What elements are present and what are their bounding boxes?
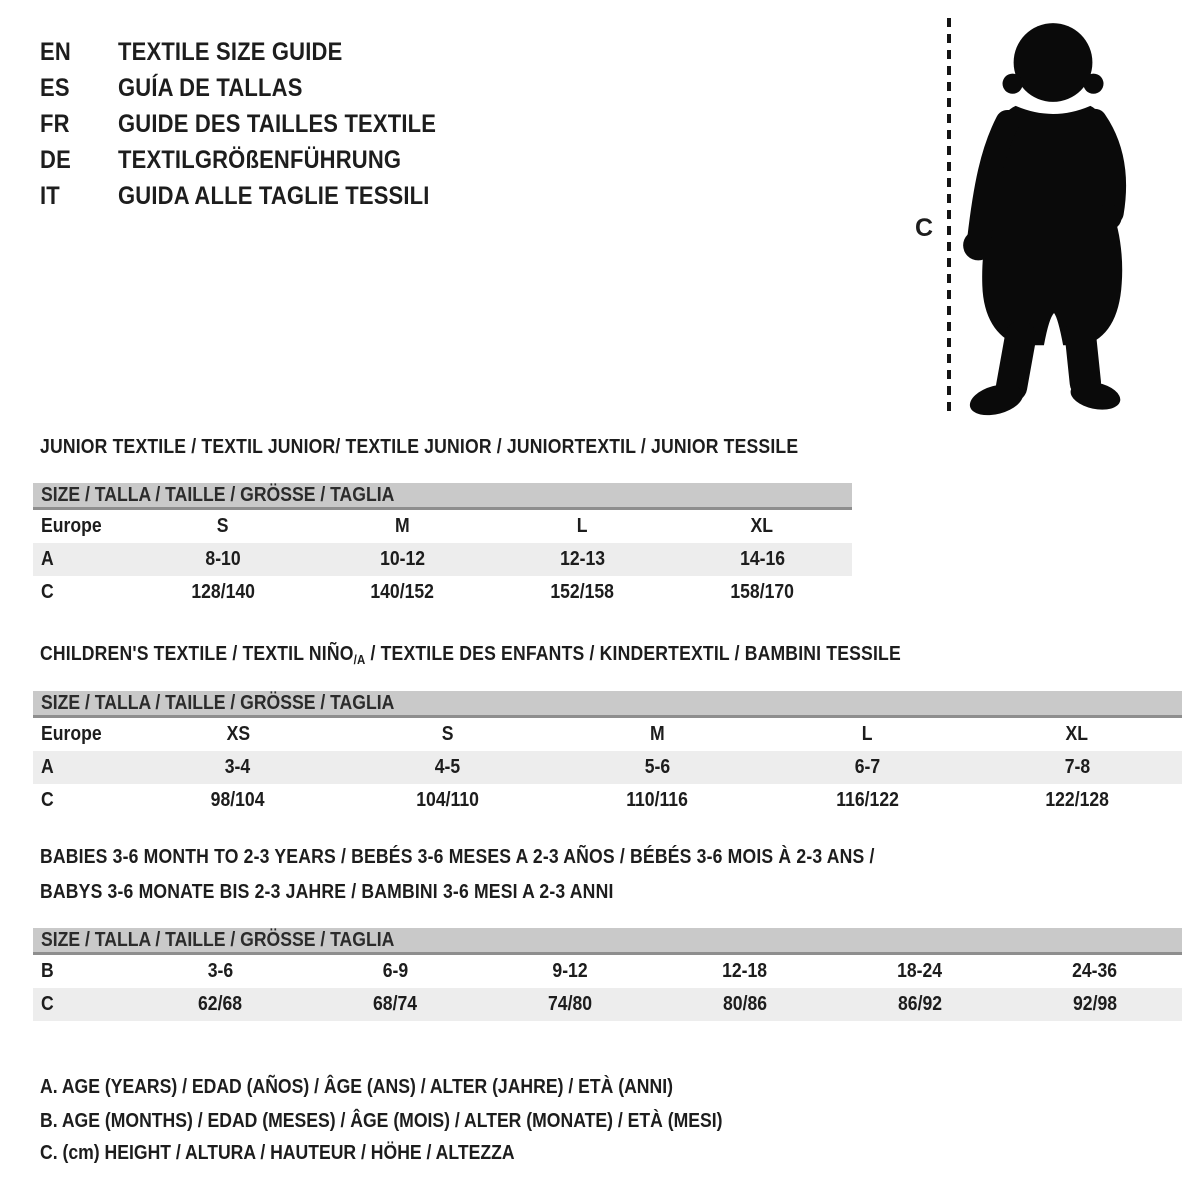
- junior-row-age: [33, 543, 852, 576]
- legend-line-age-months: [40, 1110, 816, 1133]
- legend-text: B. AGE (MONTHS) / EDAD (MESES) / ÂGE (MOIS) / ALTER (MONATE) / ETÀ (MESI): [40, 1110, 723, 1132]
- height-cell: 140/152: [370, 581, 435, 603]
- language-title: GUÍA DE TALLAS: [118, 74, 303, 102]
- height-dashed-line: [947, 18, 951, 416]
- legend-line-height-cm: [40, 1142, 579, 1165]
- height-cell: 98/104: [210, 789, 265, 811]
- months-cell: 18-24: [897, 960, 943, 982]
- size-cell: S: [441, 723, 454, 745]
- height-cell: 116/122: [835, 789, 899, 811]
- junior-section-title-text: JUNIOR TEXTILE / TEXTIL JUNIOR/ TEXTILE JUNIOR / JUNIORTEXTIL / JUNIOR TESSILE: [40, 436, 799, 458]
- age-cell: 4-5: [434, 756, 461, 778]
- babies-size-header-bar: [33, 928, 1182, 955]
- children-row-europe: [33, 718, 1182, 751]
- language-title: TEXTILE SIZE GUIDE: [118, 38, 343, 66]
- age-cell: 14-16: [739, 548, 785, 570]
- language-code: DE: [40, 146, 71, 174]
- height-cell: 74/80: [548, 993, 593, 1015]
- language-row-de: [40, 146, 440, 172]
- babies-size-table: [33, 928, 1182, 1021]
- legend-line-age-years: [40, 1076, 759, 1099]
- language-code: ES: [40, 74, 70, 102]
- months-cell: 24-36: [1072, 960, 1118, 982]
- children-row-age: [33, 751, 1182, 784]
- height-cell: 110/116: [626, 789, 689, 811]
- children-size-table: [33, 691, 1182, 817]
- size-header-label: SIZE / TALLA / TAILLE / GRÖSSE / TAGLIA: [41, 691, 395, 714]
- language-code: FR: [40, 110, 70, 138]
- size-cell: M: [395, 515, 410, 537]
- row-label: Europe: [41, 723, 102, 745]
- junior-size-header-bar: [33, 483, 852, 510]
- height-cell: 128/140: [191, 581, 255, 603]
- title-subscript: /A: [353, 652, 366, 667]
- language-title: GUIDA ALLE TAGLIE TESSILI: [118, 182, 430, 210]
- height-measure-label: C: [915, 214, 934, 242]
- size-cell: L: [861, 723, 873, 745]
- babies-row-height: [33, 988, 1182, 1021]
- height-cell: 62/68: [198, 993, 243, 1015]
- language-code: EN: [40, 38, 71, 66]
- height-cell: 158/170: [730, 581, 794, 603]
- children-size-header-bar: [33, 691, 1182, 718]
- language-title: TEXTILGRÖßENFÜHRUNG: [118, 146, 402, 174]
- babies-row-months: [33, 955, 1182, 988]
- age-cell: 8-10: [205, 548, 241, 570]
- language-code: IT: [40, 182, 60, 210]
- row-label: Europe: [41, 515, 102, 537]
- size-cell: M: [650, 723, 665, 745]
- children-section-title-text: CHILDREN'S TEXTILE / TEXTIL $NIÑO_{/A}$ / TEXTILE DES ENFANTS / KINDERTEXTIL / BAMBINI TESSILE: [40, 643, 901, 667]
- months-cell: 6-9: [382, 960, 408, 982]
- height-cell: 86/92: [897, 993, 942, 1015]
- height-cell: 104/110: [416, 789, 480, 811]
- babies-section-title-line1: [40, 846, 988, 869]
- height-cell: 152/158: [550, 581, 615, 603]
- language-row-en: [40, 38, 373, 64]
- junior-row-europe: [33, 510, 852, 543]
- babies-section-title-line2: [40, 881, 692, 904]
- height-cell: 68/74: [373, 993, 418, 1015]
- language-title: GUIDE DES TAILLES TEXTILE: [118, 110, 437, 138]
- language-row-it: [40, 182, 472, 208]
- size-cell: XS: [226, 723, 250, 745]
- age-cell: 7-8: [1064, 756, 1090, 778]
- language-row-es: [40, 74, 328, 100]
- size-cell: XL: [750, 515, 774, 537]
- age-cell: 6-7: [854, 756, 880, 778]
- months-cell: 9-12: [552, 960, 588, 982]
- children-section-title: [40, 643, 1018, 667]
- children-row-height: [33, 784, 1182, 817]
- legend-text: A. AGE (YEARS) / EDAD (AÑOS) / ÂGE (ANS) / ALTER (JAHRE) / ETÀ (ANNI): [40, 1076, 673, 1098]
- height-cell: 80/86: [722, 993, 767, 1015]
- months-cell: 12-18: [722, 960, 768, 982]
- size-header-label: SIZE / TALLA / TAILLE / GRÖSSE / TAGLIA: [41, 928, 395, 951]
- age-cell: 12-13: [559, 548, 605, 570]
- size-cell: S: [217, 515, 229, 537]
- height-cell: 122/128: [1045, 789, 1109, 811]
- months-cell: 3-6: [207, 960, 234, 982]
- row-label: C: [41, 993, 54, 1015]
- junior-size-table: [33, 483, 852, 609]
- size-header-label: SIZE / TALLA / TAILLE / GRÖSSE / TAGLIA: [41, 483, 395, 506]
- row-label: A: [41, 756, 54, 778]
- language-row-fr: [40, 110, 480, 136]
- height-cell: 92/98: [1072, 993, 1117, 1015]
- age-cell: 10-12: [380, 548, 426, 570]
- row-label: C: [41, 581, 54, 603]
- size-cell: XL: [1065, 723, 1089, 745]
- babies-title-text-2: BABYS 3-6 MONATE BIS 2-3 JAHRE / BAMBINI 3-6 MESI A 2-3 ANNI: [40, 881, 614, 903]
- size-cell: L: [576, 515, 588, 537]
- row-label: B: [41, 960, 54, 982]
- junior-row-height: [33, 576, 852, 609]
- row-label: C: [41, 789, 54, 811]
- row-label: A: [41, 548, 54, 570]
- babies-title-text-1: BABIES 3-6 MONTH TO 2-3 YEARS / BEBÉS 3-6 MESES A 2-3 AÑOS / BÉBÉS 3-6 MOIS À 2-3 ANS /: [40, 846, 875, 868]
- age-cell: 5-6: [644, 756, 671, 778]
- age-cell: 3-4: [225, 756, 251, 778]
- legend-text: C. (cm) HEIGHT / ALTURA / HAUTEUR / HÖHE / ALTEZZA: [40, 1142, 515, 1164]
- toddler-silhouette: [963, 15, 1139, 419]
- junior-section-title: [40, 436, 902, 459]
